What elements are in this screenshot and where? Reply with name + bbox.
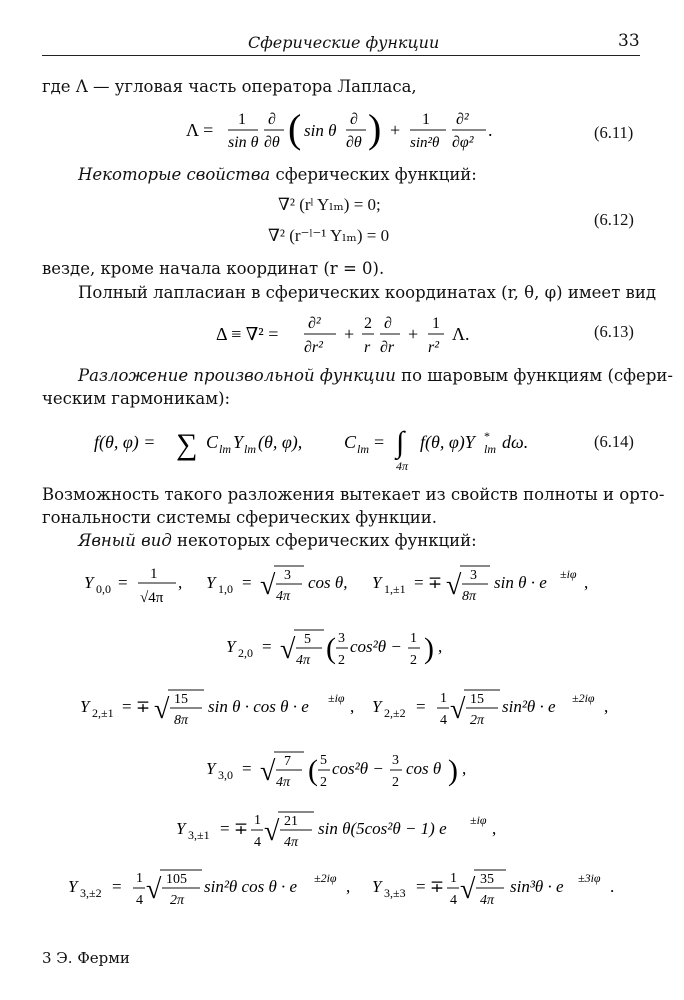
- text-line-completeness-2: гональности системы сферических функции.: [42, 508, 438, 527]
- svg-text:√: √: [260, 570, 276, 601]
- formula-Y30: [206, 752, 466, 790]
- svg-text:r²: r²: [428, 339, 440, 356]
- svg-text:√: √: [264, 816, 280, 847]
- text-line-expansion-1: [78, 366, 673, 385]
- svg-text:2,0: 2,0: [238, 646, 253, 660]
- svg-text:∂r²: ∂r²: [304, 339, 323, 356]
- svg-text:∑: ∑: [176, 428, 198, 461]
- svg-text:*: *: [484, 429, 490, 443]
- formula-Y2pm2: [372, 690, 608, 728]
- italic-phrase-properties: Некоторые свойства: [78, 165, 271, 184]
- svg-text:,: ,: [178, 573, 183, 592]
- formula-Y2pm1: [80, 690, 354, 728]
- svg-text:√: √: [460, 874, 476, 905]
- svg-text:2: 2: [364, 315, 372, 332]
- text-line-completeness-1: Возможность такого разложения вытекает из свойств полноты и орто-: [42, 485, 665, 504]
- svg-text:5: 5: [304, 632, 311, 647]
- equation-6-13: [212, 308, 482, 366]
- svg-text:(θ, φ),: (θ, φ),: [258, 432, 303, 452]
- svg-text:3: 3: [338, 631, 345, 646]
- text-line-explicit: [78, 531, 477, 550]
- formula-Y1pm1: [372, 566, 588, 604]
- header-rule: [42, 55, 640, 56]
- svg-text:1: 1: [254, 813, 261, 828]
- svg-text:Y: Y: [226, 637, 236, 656]
- svg-text:4: 4: [254, 835, 261, 850]
- svg-text:3,0: 3,0: [218, 768, 233, 782]
- signature-footer: 3 Э. Ферми: [42, 949, 130, 967]
- svg-text:Y: Y: [176, 819, 186, 838]
- formula-Y3pm2: [68, 870, 350, 908]
- svg-text:2: 2: [392, 775, 399, 790]
- text-expansion-rest: по шаровым функциям (сфери-: [401, 366, 673, 385]
- svg-text:4: 4: [450, 893, 457, 908]
- italic-phrase-expansion: Разложение произвольной функции: [78, 366, 396, 385]
- svg-text:4: 4: [440, 713, 447, 728]
- svg-text:Y: Y: [206, 573, 216, 592]
- equation-number-6-12: (6.12): [594, 210, 634, 229]
- svg-text:1: 1: [410, 631, 417, 646]
- svg-text:√: √: [446, 570, 462, 601]
- svg-text:1: 1: [440, 691, 447, 706]
- svg-text:.: .: [488, 120, 493, 140]
- svg-text:Δ ≡ ∇² =: Δ ≡ ∇² =: [216, 324, 279, 344]
- svg-text:∂: ∂: [350, 111, 358, 128]
- svg-text:=: =: [416, 697, 426, 716]
- svg-text:√: √: [280, 634, 296, 665]
- svg-text:±3iφ: ±3iφ: [578, 871, 601, 885]
- svg-text:Y: Y: [68, 877, 78, 896]
- svg-text:±2iφ: ±2iφ: [314, 871, 337, 885]
- svg-text:,: ,: [346, 877, 351, 896]
- svg-text:2: 2: [320, 775, 327, 790]
- svg-text:=: =: [242, 573, 252, 592]
- equation-number-6-14: (6.14): [594, 432, 634, 451]
- svg-text:cos θ: cos θ: [406, 759, 442, 778]
- svg-text:Y: Y: [233, 432, 244, 452]
- text-line-lambda-intro: где Λ — угловая часть оператора Лапласа,: [42, 77, 417, 96]
- svg-text:lm: lm: [219, 442, 231, 456]
- italic-phrase-explicit: Явный вид: [78, 531, 172, 550]
- svg-text:1: 1: [422, 111, 430, 128]
- svg-text:): ): [448, 754, 458, 787]
- text-line-expansion-2: ческим гармоникам):: [42, 389, 231, 408]
- svg-text:105: 105: [166, 872, 187, 887]
- formula-Y10: [206, 566, 348, 604]
- svg-text:sin θ: sin θ: [228, 134, 259, 151]
- formula-Y20: [226, 630, 442, 668]
- svg-text:sin²θ: sin²θ: [410, 135, 440, 151]
- svg-text:sin²θ cos θ · e: sin²θ cos θ · e: [204, 877, 298, 896]
- svg-text:(: (: [308, 754, 318, 787]
- svg-text:1: 1: [450, 871, 457, 886]
- svg-text:±iφ: ±iφ: [328, 691, 345, 705]
- svg-text:4π: 4π: [296, 653, 311, 668]
- svg-text:,: ,: [462, 759, 467, 778]
- svg-text:2,±2: 2,±2: [384, 706, 406, 720]
- svg-text:2π: 2π: [170, 893, 185, 908]
- svg-text:+: +: [390, 120, 401, 140]
- equation-6-12-line-b: ∇² (r⁻ˡ⁻¹ Yₗₘ) = 0: [268, 226, 390, 245]
- svg-text:,: ,: [492, 819, 497, 838]
- svg-text:= ∓: = ∓: [220, 819, 249, 838]
- svg-text:3,±2: 3,±2: [80, 886, 102, 900]
- svg-text:√: √: [146, 874, 162, 905]
- svg-text:=: =: [118, 573, 128, 592]
- equation-6-12-line-a: ∇² (rˡ Yₗₘ) = 0;: [278, 195, 381, 214]
- svg-text:2: 2: [338, 653, 345, 668]
- spherical-harmonics-formulas: [60, 560, 640, 920]
- svg-text:1: 1: [136, 871, 143, 886]
- svg-text:cos²θ −: cos²θ −: [332, 759, 384, 778]
- equation-6-14: [94, 412, 554, 478]
- text-line-everywhere: везде, кроме начала координат (r = 0).: [42, 259, 385, 278]
- page-number: 33: [618, 31, 640, 51]
- svg-text:√4π: √4π: [140, 590, 164, 606]
- svg-text:sin θ(5cos²θ − 1) e: sin θ(5cos²θ − 1) e: [318, 819, 447, 838]
- svg-text:,: ,: [604, 697, 609, 716]
- svg-text:sin θ · e: sin θ · e: [494, 573, 547, 592]
- svg-text:=: =: [262, 637, 272, 656]
- svg-text:(: (: [326, 632, 336, 665]
- svg-text:4π: 4π: [276, 775, 291, 790]
- svg-text:±2iφ: ±2iφ: [572, 691, 595, 705]
- formula-Y00: [84, 566, 182, 606]
- svg-text:dω.: dω.: [502, 432, 529, 452]
- equation-number-6-11: (6.11): [594, 123, 634, 142]
- svg-text:1: 1: [150, 566, 158, 582]
- formula-Y3pm1: [176, 812, 496, 850]
- svg-text:3: 3: [470, 568, 477, 583]
- svg-text:= ∓: = ∓: [416, 877, 445, 896]
- svg-text:cos θ,: cos θ,: [308, 573, 348, 592]
- svg-text:5: 5: [320, 753, 327, 768]
- svg-text:C: C: [206, 432, 219, 452]
- svg-text:+: +: [408, 324, 419, 344]
- equation-number-6-13: (6.13): [594, 322, 634, 341]
- svg-text:±iφ: ±iφ: [560, 567, 577, 581]
- svg-text:f(θ, φ)Y: f(θ, φ)Y: [420, 432, 475, 452]
- running-head: Сферические функции: [248, 33, 440, 52]
- svg-text:sin²θ · e: sin²θ · e: [502, 697, 556, 716]
- svg-text:+: +: [344, 324, 355, 344]
- svg-text:8π: 8π: [174, 713, 189, 728]
- svg-text:8π: 8π: [462, 589, 477, 604]
- svg-text:2,±1: 2,±1: [92, 706, 114, 720]
- svg-text:∂²: ∂²: [308, 315, 321, 332]
- svg-text:Y: Y: [372, 877, 382, 896]
- svg-text:21: 21: [284, 814, 298, 829]
- svg-text:∫: ∫: [396, 426, 405, 459]
- svg-text:sin θ: sin θ: [304, 121, 337, 140]
- svg-text:0,0: 0,0: [96, 582, 111, 596]
- svg-text:= ∓: = ∓: [122, 697, 151, 716]
- svg-text:Λ.: Λ.: [452, 324, 470, 344]
- formula-Y3pm3: [372, 870, 614, 908]
- svg-text:sin θ · cos θ · e: sin θ · cos θ · e: [208, 697, 309, 716]
- svg-text:4π: 4π: [396, 459, 409, 473]
- svg-text:,: ,: [350, 697, 355, 716]
- svg-text:f(θ, φ) =: f(θ, φ) =: [94, 432, 156, 452]
- svg-text:15: 15: [174, 692, 188, 707]
- svg-text:=: =: [374, 432, 385, 452]
- svg-text:√: √: [154, 694, 170, 725]
- svg-text:∂θ: ∂θ: [346, 134, 362, 151]
- svg-text:4: 4: [136, 893, 143, 908]
- svg-text:Y: Y: [372, 573, 382, 592]
- text-line-properties: [78, 165, 477, 184]
- svg-text:∂φ²: ∂φ²: [452, 134, 474, 151]
- svg-text:): ): [368, 106, 382, 151]
- svg-text:7: 7: [284, 754, 291, 769]
- svg-text:C: C: [344, 432, 357, 452]
- svg-text:r: r: [364, 339, 371, 356]
- svg-text:1: 1: [238, 111, 246, 128]
- svg-text:cos²θ −: cos²θ −: [350, 637, 402, 656]
- svg-text:4π: 4π: [276, 589, 291, 604]
- svg-text:lm: lm: [357, 442, 369, 456]
- svg-text:(: (: [288, 106, 302, 151]
- svg-text:Y: Y: [84, 573, 94, 592]
- svg-text:.: .: [610, 877, 615, 896]
- svg-text:Y: Y: [206, 759, 216, 778]
- svg-text:∂θ: ∂θ: [264, 134, 280, 151]
- svg-text:3: 3: [392, 753, 399, 768]
- svg-text:=: =: [112, 877, 122, 896]
- svg-text:15: 15: [470, 692, 484, 707]
- svg-text:∂: ∂: [384, 315, 392, 332]
- svg-text:= ∓: = ∓: [414, 573, 443, 592]
- svg-text:lm: lm: [484, 442, 496, 456]
- svg-text:1: 1: [432, 315, 440, 332]
- text-line-laplacian: Полный лапласиан в сферических координатах (r, θ, φ) имеет вид: [78, 283, 657, 302]
- svg-text:lm: lm: [244, 442, 256, 456]
- svg-text:∂r: ∂r: [380, 339, 395, 356]
- svg-text:3,±1: 3,±1: [188, 828, 210, 842]
- svg-text:±iφ: ±iφ: [470, 813, 487, 827]
- svg-text:sin³θ · e: sin³θ · e: [510, 877, 564, 896]
- svg-text:∂²: ∂²: [456, 111, 469, 128]
- svg-text:Λ =: Λ =: [186, 120, 214, 140]
- svg-text:1,±1: 1,±1: [384, 582, 406, 596]
- svg-text:1,0: 1,0: [218, 582, 233, 596]
- svg-text:3,±3: 3,±3: [384, 886, 406, 900]
- svg-text:35: 35: [480, 872, 494, 887]
- svg-text:=: =: [242, 759, 252, 778]
- svg-text:√: √: [450, 694, 466, 725]
- svg-text:Y: Y: [372, 697, 382, 716]
- equation-6-11: [180, 100, 510, 160]
- svg-text:4π: 4π: [284, 835, 299, 850]
- text-explicit-rest: некоторых сферических функций:: [177, 531, 477, 550]
- svg-text:,: ,: [438, 637, 443, 656]
- svg-text:Y: Y: [80, 697, 90, 716]
- svg-text:): ): [424, 632, 434, 665]
- svg-text:2π: 2π: [470, 713, 485, 728]
- svg-text:,: ,: [584, 573, 589, 592]
- svg-text:∂: ∂: [268, 111, 276, 128]
- svg-text:2: 2: [410, 653, 417, 668]
- svg-text:4π: 4π: [480, 893, 495, 908]
- text-properties-rest: сферических функций:: [275, 165, 477, 184]
- svg-text:3: 3: [284, 568, 291, 583]
- svg-text:√: √: [260, 756, 276, 787]
